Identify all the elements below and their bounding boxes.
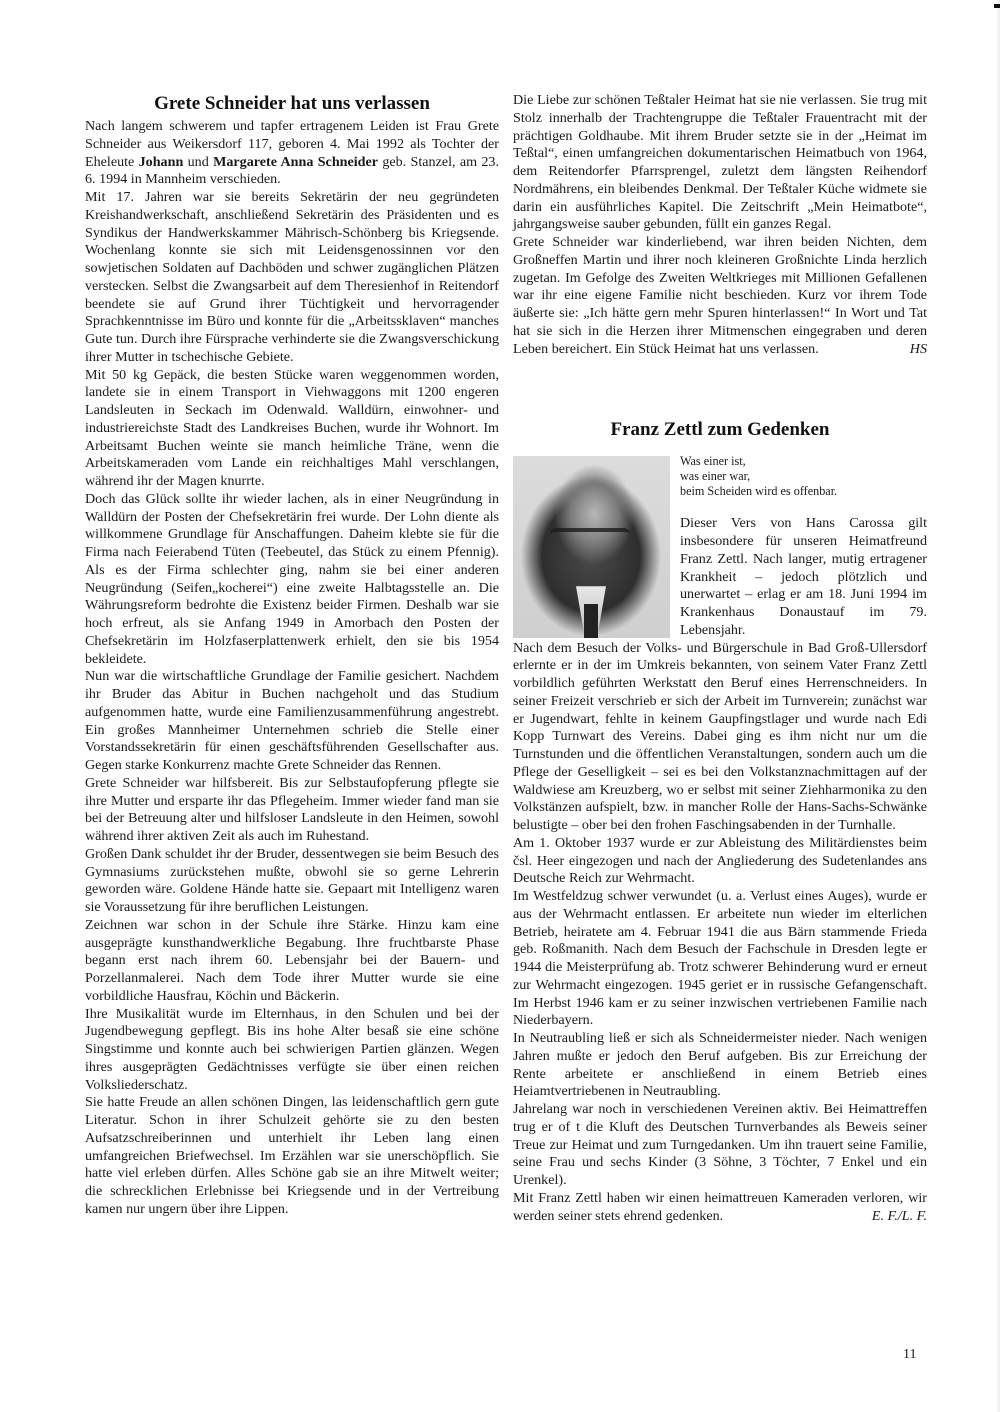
paragraph: Jahrelang war noch in verschiedenen Vereinen aktiv. Bei Heimattreffen trug er of t die Kluft des Deutschen Turnverbandes als Beweis seiner Treue zur Heimat und zum Turngedanken. Um ihn trauert seine Familie, seine Frau und sechs Kinder (3 Söhne, 3 Töchter, 7 Enkel und ein Urenkel).	[513, 1101, 927, 1188]
paragraph: Am 1. Oktober 1937 wurde er zur Ableistung des Militärdienstes beim čsl. Heer eingezogen und nach der Angliederung des Sudetenlandes ans Deutsche Reich zur Wehrmacht.	[513, 834, 927, 887]
paragraph: Nach dem Besuch der Volks- und Bürgerschule in Bad Groß-Ullersdorf erlernte er in der im Umkreis bekannten, von seinem Vater Franz Zettl vorbildlich geführten Werkstatt den Beruf eines Herrenschneiders. In seiner Freizeit verschrieb er sich der Arbeit im Turnverein; zunächst war er Jugendwart, fehlte in keinem Gaupfingstlager und wurde nach Edi Kopp Turnwart des Vereins. Dabei ging es ihm nicht nur um die Turnstunden und die öffentlichen Veranstaltungen, sondern auch um die Pflege der Geselligkeit – sei es bei den Volkstanznachmittagen auf der Waldwiese am Kreuzberg, wo er selbst mit seiner Ziehharmonika zu den Volkstänzen aufspielt, bzw. in mancher Rolle der Hans-Sachs-Schwänke belustigte – ober bei den frohen Faschingsabenden in der Turnhalle.	[513, 639, 927, 833]
paragraph: Die Liebe zur schönen Teßtaler Heimat hat sie nie verlassen. Sie trug mit Stolz innerhalb der Trachtengruppe die Teßtaler Frauentracht mit der prächtigen Goldhaube. Mit ihrem Bruder setzte sie in der „Heimat im Teßtal“, einen umfangreichen dokumentarischen Heimatbuch von 1964, dem Reitendorfer Pfarrsprengel, zuletzt dem längsten Reihendorf Nordmährens, ein bleibendes Denkmal. Der Teßtaler Küche widmete sie darin ein ausführliches Kapitel. Die Zeitschrift „Mein Heimatbote“, jahrgangsweise sauber gebunden, füllt ein ganzes Regal.	[513, 92, 927, 233]
paragraph: Großen Dank schuldet ihr der Bruder, dessentwegen sie beim Besuch des Gymnasiums zurückstehen mußte, obwohl sie so gerne Lehrerin geworden wäre. Goldene Hände hatte sie. Gepaart mit Intelligenz waren sie Voraussetzung für ihre beruflichen Leistungen.	[85, 845, 499, 915]
page-number: 11	[903, 1347, 917, 1362]
name-margarete: Margarete Anna Schneider	[213, 153, 379, 170]
article-title-grete-schneider: Grete Schneider hat uns verlassen	[154, 93, 430, 114]
name-johann: Johann	[138, 153, 184, 170]
paragraph-final: Grete Schneider war kinderliebend, war ihren beiden Nichten, dem Großneffen Martin und ihrer noch kleineren Großnichte Linda herzlich zugetan. Im Gefolge des Zweiten Weltkrieges mit Millionen Gefallenen war ihr eine eigene Familie nicht beschieden. Kurz vor ihrem Tode äußerte sie: „Ich hätte gern mehr Spuren hinterlassen!“ In Wort und Tat hat sie sich in die Herzen ihrer Mitmenschen eingegraben und deren Leben bereichert. Ein Stück Heimat hat uns verlassen. HS	[513, 234, 927, 357]
paragraph: Nun war die wirtschaftliche Grundlage der Familie gesichert. Nachdem ihr Bruder das Abitur in Buchen nachgeholt und das Studium aufgenommen hatte, wurde eine Familienzusammenführung angestrebt. Ein großes Mannheimer Unternehmen schrieb die Stelle einer Vorstandssekretärin für einen geschäftsführenden Gesellschafter aus. Gegen starke Konkurrenz machte Grete Schneider das Rennen.	[85, 668, 499, 773]
paragraph: Mit 50 kg Gepäck, die besten Stücke waren weggenommen worden, landete sie in einem Transport in Viehwaggons mit 1200 engeren Landsleuten in Seckach im Odenwald. Walldürn, einwohner- und industriereichste Stadt des Landkreises Buchen, wurde ihr Wohnort. Im Arbeitsamt Buchen weinte sie manch heimliche Träne, wenn die Arbeitskameraden vom Lande ein reichhaltiges Mahl verschlangen, während ihr der Magen knurrte.	[85, 366, 499, 489]
signature-ef-lf: E. F./L. F.	[871, 1207, 927, 1224]
right-column	[513, 92, 927, 1225]
paragraph: Mit 17. Jahren war sie bereits Sekretärin der neu gegründeten Kreishandwerkschaft, anschließend Sekretärin des Präsidenten und es Syndikus der Handwerkskammer Mährisch-Schönberg bis Kriegsende. Wochenlang konnte sie sich mit Leidensgenossinnen vor den sowjetischen Soldaten auf Dachböden und schwer zugänglichen Plätzen verstecken. Selbst die Zwangsarbeit auf dem Theresienhof in Reitendorf beendete sie auf Grund ihrer Tüchtigkeit und hervorragender Sprachkenntnisse im Büro und konnte für die „Arbeitssklaven“ manches Gute tun. Durch ihre Fürsprache verhinderte sie die Zwangsverschickung ihrer Mutter in tschechische Gebiete.	[85, 189, 499, 365]
paragraph: Zeichnen war schon in der Schule ihre Stärke. Hinzu kam eine ausgeprägte kunsthandwerkliche Begabung. Ihre fruchtbarste Phase begann erst nach ihrem 60. Lebensjahr bei der Bauern- und Porzellanmalerei. Nach dem Tode ihrer Mutter wurde sie eine vorbildliche Hausfrau, Köchin und Bäckerin.	[85, 916, 499, 1004]
left-column	[85, 92, 499, 1219]
verse: Was einer ist, was einer war, beim Scheiden wird es offenbar.	[680, 454, 838, 499]
signature-hs: HS	[909, 340, 927, 357]
intro-block	[513, 454, 927, 639]
scan-edge	[996, 0, 1000, 1412]
paragraph: Nach langem schwerem und tapfer ertragenem Leiden ist Frau Grete Schneider aus Weikersdorf 117, geboren 4. Mai 1992 als Tochter der Eheleute Johann und Margarete Anna Schneider geb. Stanzel, am 23. 6. 1994 in Mannheim verschieden.	[85, 118, 499, 188]
paragraph: Sie hatte Freude an allen schönen Dingen, las leidenschaftlich gern gute Literatur. Schon in ihrer Schulzeit gehörte sie zu den besten Aufsatzschreiberinnen und unterhielt ihr Leben lang einen umfangreichen Briefwechsel. Im Erzählen war sie unerschöpflich. Sie hatte viel erleben dürfen. Alles Schöne gab sie an ihre Mitwelt weiter; die schrecklichen Erlebnisse bei Kriegsende und in der Vertreibung kamen nur ungern über ihre Lippen.	[85, 1094, 499, 1217]
glasses-shape	[550, 528, 630, 550]
tie-shape	[584, 604, 598, 638]
paragraph: Grete Schneider war hilfsbereit. Bis zur Selbstaufopferung pflegte sie ihre Mutter und ersparte ihr das Pflegeheim. Immer wieder fand man sie bei der Betreuung alter und hilfsloser Landsleute in den Heimen, sowohl während ihrer aktiven Zeit als auch im Ruhestand.	[85, 774, 499, 844]
paragraph: Dieser Vers von Hans Carossa gilt insbesondere für unseren Heimatfreund Franz Zettl. Nach langer, mutig ertragener Krankheit – jedoch plötzlich und unerwartet – erlag er am 18. Juni 1994 im Krankenhaus Donaustauf im 79. Lebensjahr.	[680, 515, 927, 638]
paragraph: In Neutraubling ließ er sich als Schneidermeister nieder. Nach wenigen Jahren mußte er jedoch den Beruf aufgeben. Bis zur Erreichung der Rente arbeitete er anschließend in einem Betrieb eines Heiamtvertriebenen in Neutraubling.	[513, 1030, 927, 1100]
article-title-franz-zettl: Franz Zettl zum Gedenken	[610, 419, 830, 441]
scan-mark	[994, 4, 1000, 8]
paragraph: Doch das Glück sollte ihr wieder lachen, als in einer Neugründung in Walldürn der Posten der Chefsekretärin frei wurde. Der Lohn diente als willkommene Grundlage für Anschaffungen. Daheim klebte sie für die Firma nach Feierabend Tüten (Teebeutel, das Stück zu einem Pfennig). Als es der Firma schlechter ging, nahm sie bei einer anderen Neugründung (Seifen„kocherei“) eine zweite Halbtagsstelle an. Die Währungsreform bedrohte die Existenz beider Firmen. Deshalb war sie hoch erfreut, als sie Anfang 1949 in Amorbach den Posten der Chefsekretärin im Holzfaserplattenwerk erhielt, den sie bis 1954 bekleidete.	[85, 490, 499, 667]
article-franz-zettl	[513, 418, 927, 1225]
portrait-photo	[513, 456, 670, 638]
paragraph-final: Mit Franz Zettl haben wir einen heimattreuen Kameraden verloren, wir werden seiner stets ehrend gedenken. E. F./L. F.	[513, 1189, 927, 1224]
paragraph: Ihre Musikalität wurde im Elternhaus, in den Schulen und bei der Jugendbewegung gepflegt. Bis ins hohe Alter besaß sie eine schöne Singstimme und konnte auch bei schwierigen Partien glänzen. Wegen ihres ausgeprägten Gedächtnisses verfügte sie über einen reichen Volksliederschatz.	[85, 1005, 499, 1093]
paragraph: Im Westfeldzug schwer verwundet (u. a. Verlust eines Auges), wurde er aus der Wehrmacht entlassen. Er arbeitete nun wieder im elterlichen Betrieb, heiratete am 4. Februar 1941 die aus Bärn stammende Frieda geb. Roßmanith. Nach dem Besuch der Fachschule in Dresden legte er 1944 die Meisterprüfung ab. Trotz schwerer Behinderung wurd er erneut zur Wehrmacht eingezogen. 1945 geriet er in russische Gefangenschaft. Im Herbst 1946 kam er zu seiner inzwischen vertriebenen Familie nach Niederbayern.	[513, 888, 927, 1029]
